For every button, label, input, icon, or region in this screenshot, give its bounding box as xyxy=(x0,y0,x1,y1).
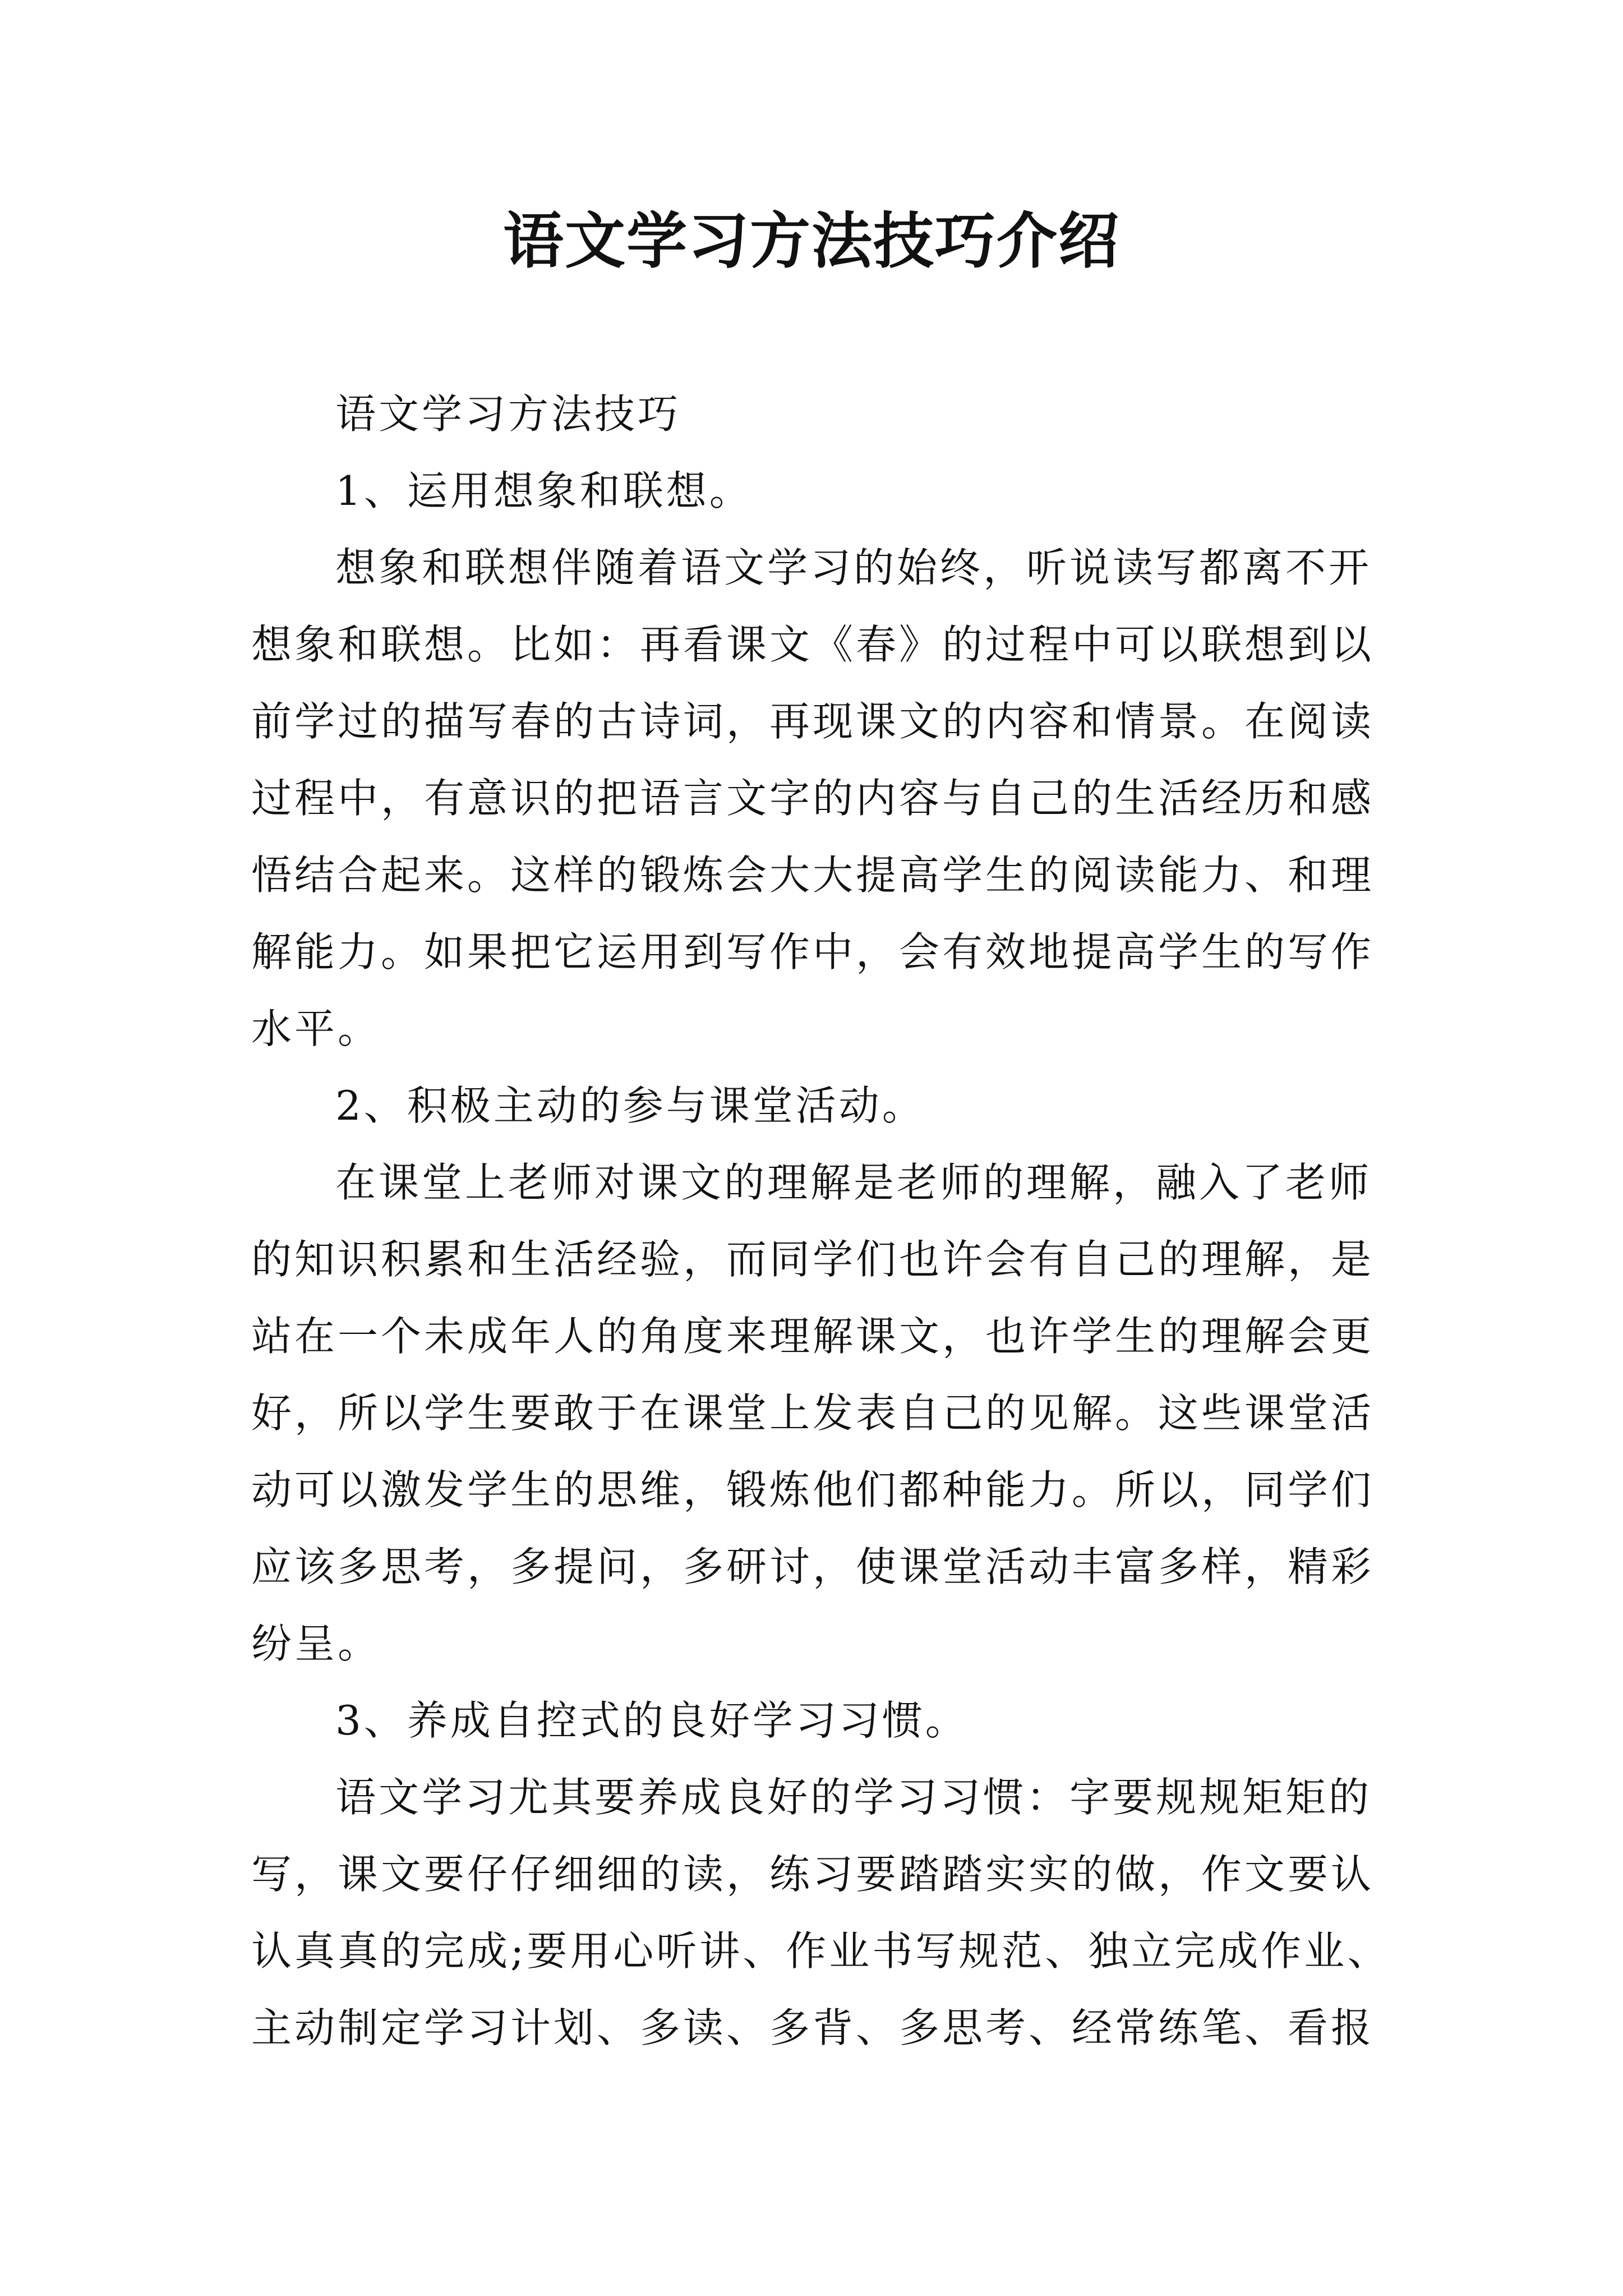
document-body xyxy=(251,376,1395,2067)
text-line: 在课堂上老师对课文的理解是老师的理解，融入了老师 xyxy=(335,1159,1372,1206)
text-line: 过程中，有意识的把语言文字的内容与自己的生活经历和感 xyxy=(251,775,1375,822)
text-line: 的知识积累和生活经验，而同学们也许会有自己的理解，是 xyxy=(251,1236,1375,1283)
text-line: 前学过的描写春的古诗词，再现课文的内容和情景。在阅读 xyxy=(251,698,1375,745)
text-line: 想象和联想。比如：再看课文《春》的过程中可以联想到以 xyxy=(251,621,1375,668)
text-line: 语文学习尤其要养成良好的学习习惯：字要规规矩矩的 xyxy=(335,1774,1372,1821)
text-line: 主动制定学习计划、多读、多背、多思考、经常练笔、看报 xyxy=(251,2004,1375,2051)
text-line: 3、养成自控式的良好学习习惯。 xyxy=(335,1697,969,1744)
text-line: 悟结合起来。这样的锻炼会大大提高学生的阅读能力、和理 xyxy=(251,852,1375,899)
text-line: 2、积极主动的参与课堂活动。 xyxy=(335,1082,925,1129)
text-line: 语文学习方法技巧 xyxy=(335,390,681,438)
document-title: 语文学习方法技巧介绍 xyxy=(502,206,1120,277)
text-line: 认真真的完成;要用心听讲、作业书写规范、独立完成作业、 xyxy=(251,1927,1391,1975)
text-line: 动可以激发学生的思维，锻炼他们都种能力。所以，同学们 xyxy=(251,1466,1375,1513)
text-line: 1、运用想象和联想。 xyxy=(335,467,753,514)
text-line: 写，课文要仔仔细细的读，练习要踏踏实实的做，作文要认 xyxy=(251,1851,1375,1898)
text-line: 站在一个未成年人的角度来理解课文，也许学生的理解会更 xyxy=(251,1313,1375,1360)
text-line: 水平。 xyxy=(251,1005,381,1052)
text-line: 纷呈。 xyxy=(251,1620,381,1667)
text-line: 好，所以学生要敢于在课堂上发表自己的见解。这些课堂活 xyxy=(251,1389,1375,1437)
text-line: 应该多思考，多提问，多研讨，使课堂活动丰富多样，精彩 xyxy=(251,1543,1375,1590)
text-line: 解能力。如果把它运用到写作中，会有效地提高学生的写作 xyxy=(251,928,1375,976)
text-line: 想象和联想伴随着语文学习的始终，听说读写都离不开 xyxy=(335,544,1372,591)
